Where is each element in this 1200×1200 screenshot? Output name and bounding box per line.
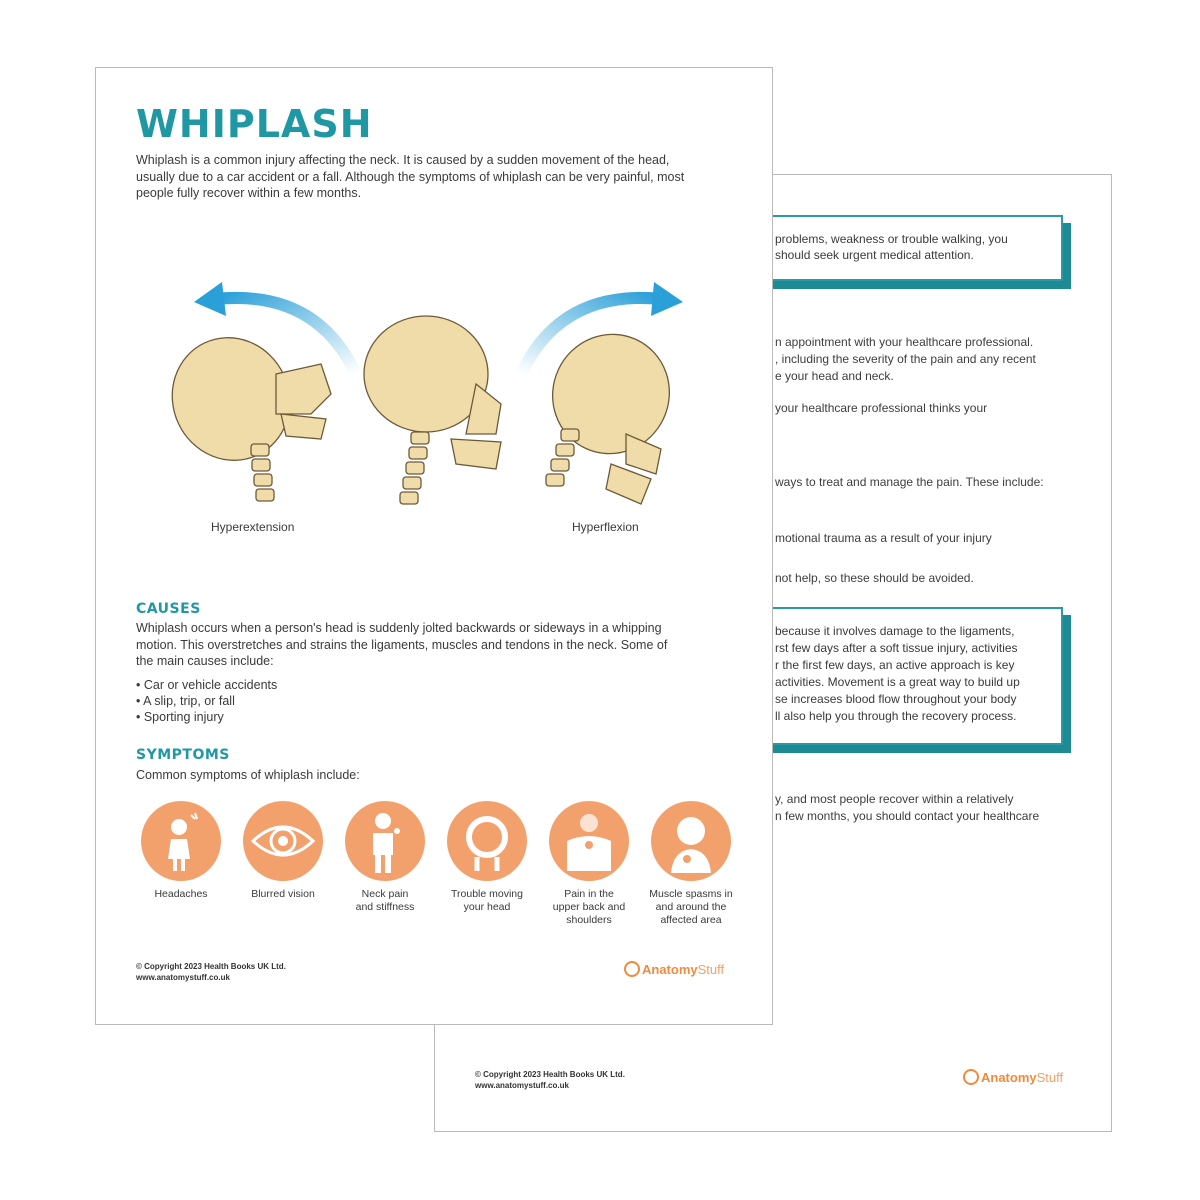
page-title: WHIPLASH xyxy=(136,102,373,146)
body-line: motional trauma as a result of your injury xyxy=(775,531,992,545)
warning-callout xyxy=(765,215,1063,281)
website-link[interactable]: www.anatomystuff.co.uk xyxy=(136,973,230,982)
callout-line: r the first few days, an active approach is key xyxy=(775,658,1015,672)
skull-hyperflexion xyxy=(533,315,689,504)
symptoms-heading: SYMPTOMS xyxy=(136,747,230,763)
logo-icon xyxy=(624,961,640,977)
symptom-label: Muscle spasms in and around the affected area xyxy=(649,888,733,926)
symptom-label: Blurred vision xyxy=(251,888,315,900)
list-item: • Car or vehicle accidents xyxy=(136,678,278,692)
body-line: n appointment with your healthcare professional. xyxy=(775,335,1034,349)
intro-line: people fully recover within a few months. xyxy=(136,186,362,200)
logo-anatomy: Anatomy xyxy=(981,1069,1037,1085)
body-line: , including the severity of the pain and any recent xyxy=(775,352,1036,366)
copyright: © Copyright 2023 Health Books UK Ltd. xyxy=(136,962,286,971)
logo-stuff: Stuff xyxy=(697,961,725,977)
caption-hyperflexion: Hyperflexion xyxy=(572,520,639,534)
headache-icon xyxy=(141,801,221,881)
eye-icon xyxy=(243,801,323,881)
info-callout xyxy=(765,607,1063,745)
callout-line: rst few days after a soft tissue injury, activities xyxy=(775,641,1018,655)
causes-line: motion. This overstretches and strains the ligaments, muscles and tendons in the neck. Some of xyxy=(136,637,668,652)
head-turn-icon xyxy=(447,801,527,881)
muscle-spasm-icon xyxy=(651,801,731,881)
anatomystuff-logo xyxy=(624,961,724,977)
list-item: • Sporting injury xyxy=(136,710,224,724)
callout-line: problems, weakness or trouble walking, you xyxy=(775,232,1008,246)
intro-line: Whiplash is a common injury affecting the neck. It is caused by a sudden movement of the head, xyxy=(136,153,670,167)
logo-stuff: Stuff xyxy=(1036,1069,1064,1085)
caption-hyperextension: Hyperextension xyxy=(211,520,295,534)
symptom-label: Pain in the upper back and shoulders xyxy=(552,888,626,926)
intro-paragraph xyxy=(136,152,684,202)
anatomystuff-logo xyxy=(963,1069,1063,1085)
body-line: y, and most people recover within a relatively xyxy=(775,792,1014,806)
causes-paragraph xyxy=(136,620,667,670)
body-line: ways to treat and manage the pain. These include: xyxy=(775,475,1044,489)
copyright: © Copyright 2023 Health Books UK Ltd. xyxy=(475,1070,625,1079)
skull-neutral xyxy=(364,316,501,504)
callout-line: activities. Movement is a great way to build up xyxy=(775,675,1020,689)
whiplash-illustration xyxy=(156,264,716,514)
body-line: not help, so these should be avoided. xyxy=(775,571,974,585)
symptom-label: Neck pain and stiffness xyxy=(355,888,415,913)
front-page xyxy=(95,67,773,1025)
body-line: e your head and neck. xyxy=(775,369,894,383)
list-item: • A slip, trip, or fall xyxy=(136,694,235,708)
neck-pain-icon xyxy=(345,801,425,881)
callout-line: se increases blood flow throughout your body xyxy=(775,692,1017,706)
causes-heading: CAUSES xyxy=(136,601,201,617)
back-pain-icon xyxy=(549,801,629,881)
symptoms-intro: Common symptoms of whiplash include: xyxy=(136,768,360,782)
causes-line: Whiplash occurs when a person's head is suddenly jolted backwards or sideways in a whipping xyxy=(136,621,662,635)
website-link[interactable]: www.anatomystuff.co.uk xyxy=(475,1081,569,1090)
logo-anatomy: Anatomy xyxy=(642,961,698,977)
symptom-label: Headaches xyxy=(154,888,208,900)
callout-line: because it involves damage to the ligaments, xyxy=(775,624,1015,638)
causes-line: the main causes include: xyxy=(136,654,274,668)
body-line: n few months, you should contact your healthcare xyxy=(775,809,1040,823)
skull-hyperextension xyxy=(156,318,331,501)
intro-line: usually due to a car accident or a fall. Although the symptoms of whiplash can be very painful, most xyxy=(136,169,685,184)
symptom-label: Trouble moving your head xyxy=(451,888,523,913)
callout-line: ll also help you through the recovery process. xyxy=(775,709,1017,723)
logo-icon xyxy=(963,1069,979,1085)
body-line: your healthcare professional thinks your xyxy=(775,401,988,415)
callout-line: should seek urgent medical attention. xyxy=(775,248,974,262)
